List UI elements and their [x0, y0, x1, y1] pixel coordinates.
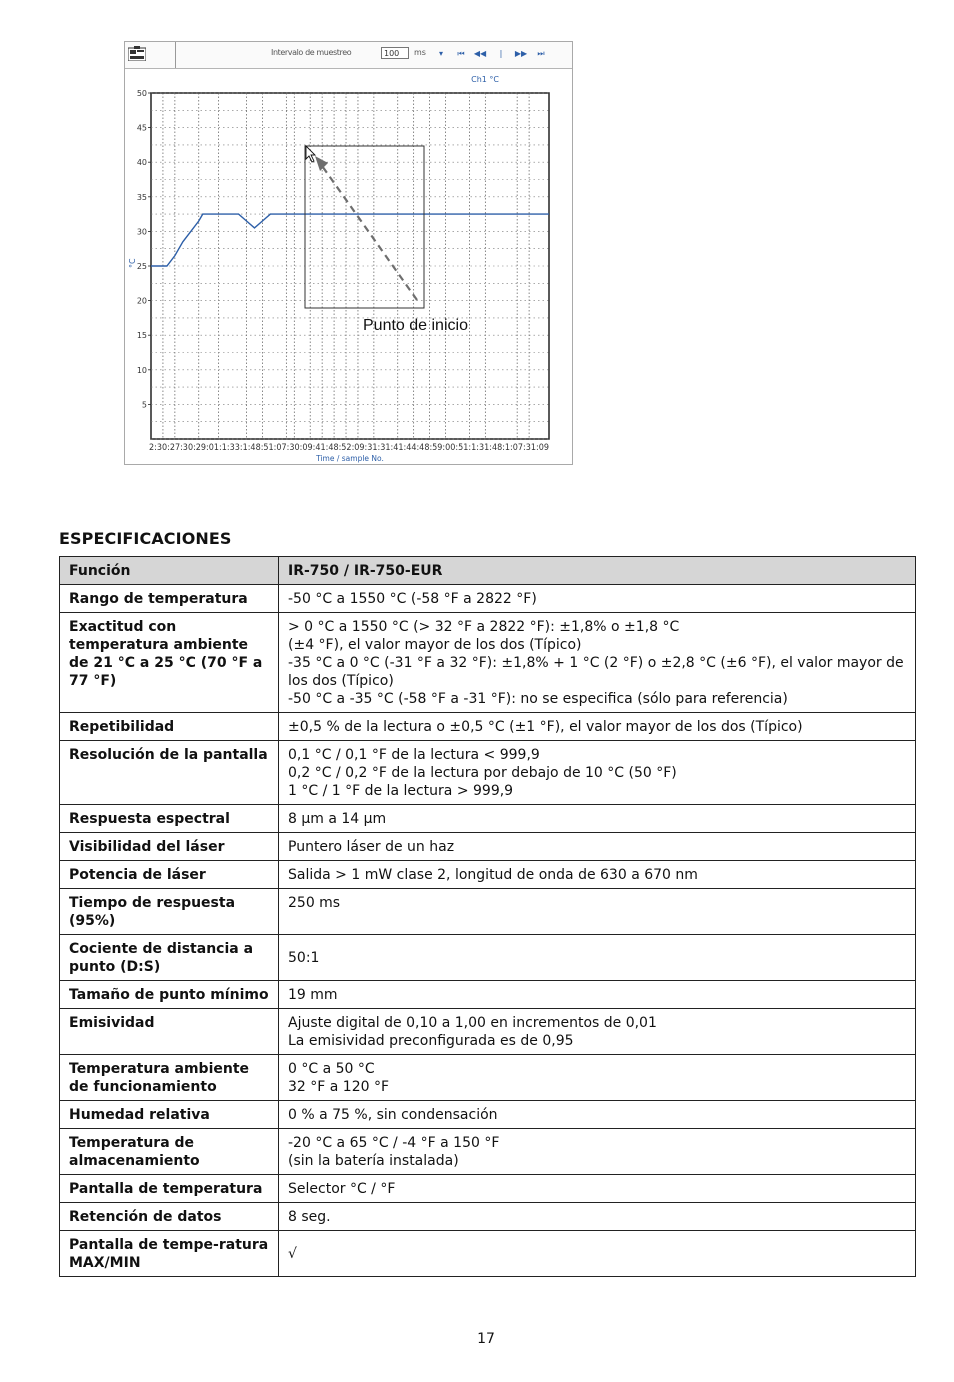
table-row — [60, 1129, 916, 1175]
spec-label: Retención de datos — [60, 1203, 279, 1231]
table-row — [60, 805, 916, 833]
spec-value-line: > 0 °C a 1550 °C (> 32 °F a 2822 °F): ±1,8% o ±1,8 °C — [288, 619, 680, 635]
spec-label: Tamaño de punto mínimo — [60, 981, 279, 1009]
spec-value-line: 0 °C a 50 °C — [288, 1061, 375, 1077]
page-number: 17 — [477, 1331, 495, 1347]
spec-label: Respuesta espectral — [60, 805, 279, 833]
y-tick-label: 50 — [136, 89, 147, 98]
table-body — [60, 585, 916, 1277]
table-row — [60, 1231, 916, 1277]
y-tick-label: 35 — [136, 192, 147, 202]
spec-value-line: ±0,5 % de la lectura o ±0,5 °C (±1 °F), el valor mayor de los dos (Típico) — [288, 719, 803, 735]
spec-value — [279, 1203, 916, 1231]
spec-value — [279, 1101, 916, 1129]
last-page-icon[interactable]: ⏭ — [537, 49, 545, 58]
spec-value — [279, 741, 916, 805]
table-header-model: IR-750 / IR-750-EUR — [279, 557, 916, 585]
spec-value-line: -35 °C a 0 °C (-31 °F a 32 °F): ±1,8% + 1 °C (2 °F) o ±2,8 °C (±6 °F), el valor mayor de los dos (Típico) — [288, 655, 909, 689]
chart-toolbar — [125, 42, 572, 69]
spec-value — [279, 1231, 916, 1277]
spec-label: Tiempo de respuesta (95%) — [60, 889, 279, 935]
spec-value-line: 0 % a 75 %, sin condensación — [288, 1107, 498, 1123]
spec-value — [279, 1009, 916, 1055]
spec-value-line: 0,2 °C / 0,2 °F de la lectura por debajo de 10 °C (50 °F) — [288, 765, 677, 781]
spec-value-line: -50 °C a -35 °C (-58 °F a -31 °F): no se especifica (sólo para referencia) — [288, 691, 788, 707]
spec-value-line: 19 mm — [288, 987, 338, 1003]
sample-interval-input[interactable]: 100 — [381, 47, 409, 59]
section-heading: ESPECIFICACIONES — [59, 529, 232, 548]
spec-value — [279, 981, 916, 1009]
x-axis-label: Time / sample No. — [316, 454, 384, 463]
table-row — [60, 861, 916, 889]
sample-interval-label: Intervalo de muestreo — [271, 48, 352, 57]
spec-value-line: -20 °C a 65 °C / -4 °F a 150 °F — [288, 1135, 500, 1151]
table-row — [60, 1009, 916, 1055]
spec-label: Exactitud con temperatura ambiente de 21 °C a 25 °C (70 °F a 77 °F) — [60, 613, 279, 713]
first-page-icon[interactable]: ⏮ — [457, 49, 465, 58]
y-tick-label: 25 — [136, 262, 147, 271]
y-tick-label: 10 — [136, 365, 147, 375]
table-row — [60, 833, 916, 861]
spec-value — [279, 585, 916, 613]
spec-value — [279, 1129, 916, 1175]
spec-value — [279, 935, 916, 981]
spec-label: Pantalla de tempe-ratura MAX/MIN — [60, 1231, 279, 1277]
table-row — [60, 1101, 916, 1129]
spec-value-line: La emisividad preconfigurada es de 0,95 — [288, 1033, 574, 1049]
fast-forward-icon[interactable]: ▶▶ — [514, 49, 528, 58]
spec-label: Emisividad — [60, 1009, 279, 1055]
table-row — [60, 981, 916, 1009]
y-tick-label: 20 — [136, 296, 147, 306]
table-header-row — [60, 557, 916, 585]
table-row — [60, 613, 916, 713]
spec-label: Potencia de láser — [60, 861, 279, 889]
y-tick-label: 45 — [136, 123, 147, 133]
spec-label: Temperatura ambiente de funcionamiento — [60, 1055, 279, 1101]
table-row — [60, 713, 916, 741]
app-logo-icon — [128, 46, 146, 61]
chart-title: Ch1 °C — [471, 75, 499, 84]
spec-label: Humedad relativa — [60, 1101, 279, 1129]
spec-label: Pantalla de temperatura — [60, 1175, 279, 1203]
spec-value-line: 50:1 — [288, 950, 320, 966]
spec-value-line: -50 °C a 1550 °C (-58 °F a 2822 °F) — [288, 591, 537, 607]
separator-icon: | — [499, 49, 503, 58]
spec-value — [279, 861, 916, 889]
specifications-table — [59, 556, 916, 1277]
spec-value-line: 250 ms — [288, 895, 341, 911]
table-row — [60, 889, 916, 935]
spec-value — [279, 1175, 916, 1203]
spec-value-line: 1 °C / 1 °F de la lectura > 999,9 — [288, 783, 514, 799]
spec-label: Temperatura de almacenamiento — [60, 1129, 279, 1175]
y-tick-label: 15 — [136, 331, 147, 341]
rewind-icon[interactable]: ◀◀ — [473, 49, 487, 58]
dropdown-icon[interactable]: ▾ — [438, 49, 443, 58]
start-point-label: Punto de inicio — [363, 317, 468, 334]
y-axis-ticks — [137, 89, 151, 409]
spec-value — [279, 713, 916, 741]
spec-label: Repetibilidad — [60, 713, 279, 741]
spec-value — [279, 889, 916, 935]
spec-label: Rango de temperatura — [60, 585, 279, 613]
table-row — [60, 741, 916, 805]
y-tick-label: 40 — [136, 158, 147, 168]
table-row — [60, 1175, 916, 1203]
temperature-chart — [125, 68, 572, 464]
chart-grid — [151, 93, 549, 439]
spec-value — [279, 805, 916, 833]
table-header-function: Función — [60, 557, 279, 585]
table-row — [60, 1055, 916, 1101]
spec-value-line: Salida > 1 mW clase 2, longitud de onda de 630 a 670 nm — [288, 867, 698, 883]
spec-value-line: Ajuste digital de 0,10 a 1,00 en incrementos de 0,01 — [288, 1015, 657, 1031]
chart-screenshot — [124, 41, 573, 465]
spec-value-line: 8 µm a 14 µm — [288, 811, 387, 827]
toolbar-divider — [175, 42, 176, 68]
spec-value-line: (sin la batería instalada) — [288, 1153, 459, 1169]
spec-value-line: 0,1 °C / 0,1 °F de la lectura < 999,9 — [288, 747, 540, 763]
table-row — [60, 585, 916, 613]
y-tick-label: 5 — [141, 400, 147, 410]
y-tick-label: 30 — [136, 227, 147, 237]
sample-interval-unit: ms — [414, 48, 426, 57]
spec-value — [279, 613, 916, 713]
spec-value — [279, 1055, 916, 1101]
table-row — [60, 1203, 916, 1231]
spec-value-line: (±4 °F), el valor mayor de los dos (Típico) — [288, 637, 582, 653]
spec-label: Resolución de la pantalla — [60, 741, 279, 805]
x-axis-tick-labels: 2:30:27:30:29:01:1:33:1:48:51:07:30:09:41:48:52:09:31:31:41:44:48:59:00:51:1:31:48:1:07:31:09 — [149, 443, 549, 453]
spec-value-line: Selector °C / °F — [288, 1181, 396, 1197]
spec-label: Visibilidad del láser — [60, 833, 279, 861]
spec-value — [279, 833, 916, 861]
spec-value-line: √ — [288, 1246, 297, 1262]
spec-value-line: 32 °F a 120 °F — [288, 1079, 390, 1095]
spec-value-line: 8 seg. — [288, 1209, 331, 1225]
spec-label: Cociente de distancia a punto (D:S) — [60, 935, 279, 981]
spec-value-line: Puntero láser de un haz — [288, 839, 455, 855]
table-row — [60, 935, 916, 981]
y-axis-label: °C — [128, 258, 137, 268]
